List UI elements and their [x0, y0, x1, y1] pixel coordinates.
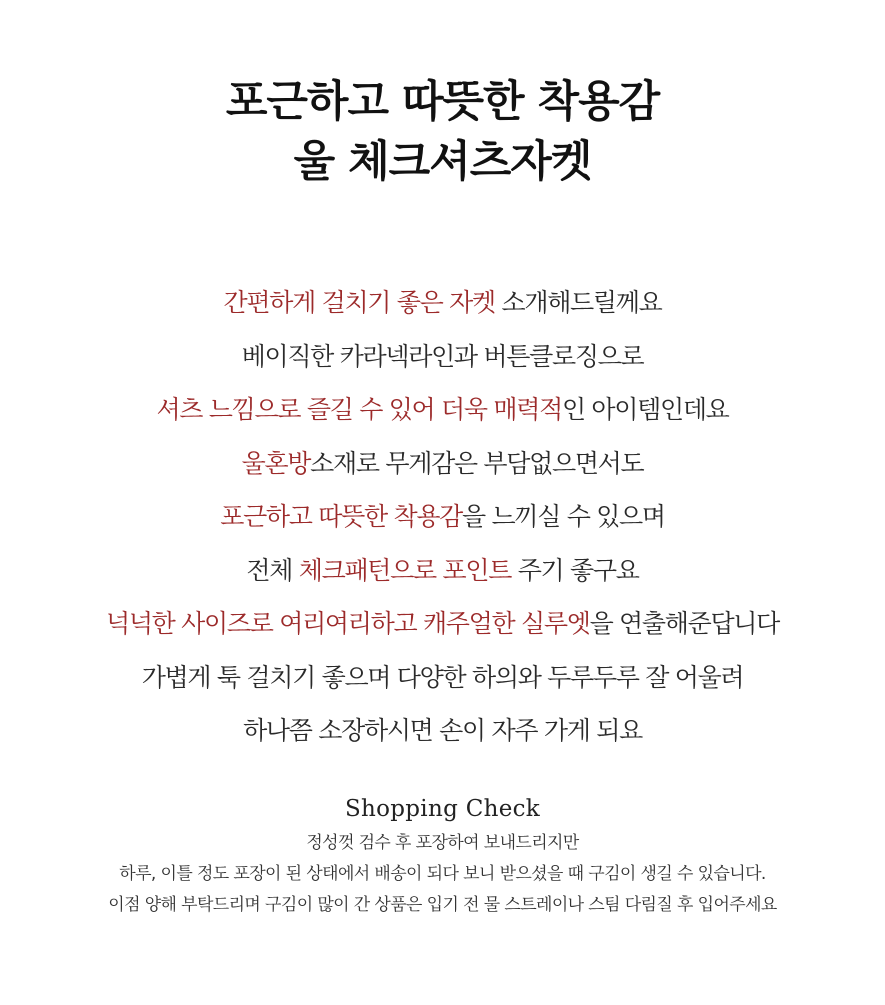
plain-text: 베이직한 카라넥라인과 버튼클로징으로 [241, 341, 644, 371]
plain-text: 주기 좋구요 [511, 555, 639, 585]
plain-text: 을 느끼실 수 있으며 [462, 502, 665, 531]
highlighted-text: 포근하고 따뜻한 착용감 [220, 502, 463, 531]
description-line [0, 597, 885, 651]
highlighted-text: 울혼방 [241, 448, 311, 478]
shopping-check-line: 이점 양해 부탁드리며 구김이 많이 간 상품은 입기 전 물 스트레이나 스팀 다림질 후 입어주세요 [108, 895, 777, 915]
description-line [0, 276, 885, 330]
shopping-check-title: Shopping Check [344, 796, 541, 822]
description-line [0, 651, 885, 705]
description-line [0, 330, 885, 384]
highlighted-text: 간편하게 걸치기 좋은 자켓 [223, 288, 495, 317]
description-line [0, 544, 885, 598]
title-line-2: 울 체크셔츠자켓 [293, 137, 592, 187]
shopping-check-line: 하루, 이틀 정도 포장이 된 상태에서 배송이 되다 보니 받으셨을 때 구김이 생길 수 있습니다. [119, 864, 766, 884]
shopping-check-section [0, 790, 885, 921]
plain-text: 소개해드릴께요 [494, 288, 662, 317]
title-line-1: 포근하고 따뜻한 착용감 [225, 77, 660, 127]
product-description [0, 276, 885, 758]
highlighted-text: 넉넉한 사이즈로 여리여리하고 캐주얼한 실루엣 [105, 609, 590, 638]
plain-text: 가볍게 툭 걸치기 좋으며 다양한 하의와 두루두루 잘 어울려 [141, 662, 744, 692]
description-line [0, 383, 885, 437]
highlighted-text: 체크패턴으로 포인트 [298, 555, 512, 585]
plain-text: 인 아이템인데요 [561, 395, 729, 424]
plain-text: 전체 [246, 555, 299, 585]
description-line [0, 490, 885, 544]
shopping-check-line: 정성껏 검수 후 포장하여 보내드리지만 [306, 833, 579, 853]
description-line [0, 704, 885, 758]
highlighted-text: 셔츠 느낌으로 즐길 수 있어 더욱 매력적 [156, 395, 562, 424]
product-title [0, 72, 885, 192]
plain-text: 하나쯤 소장하시면 손이 자주 가게 되요 [243, 716, 642, 745]
plain-text: 소재로 무게감은 부담없으면서도 [310, 448, 644, 478]
description-line [0, 437, 885, 491]
plain-text: 을 연출해준답니다 [589, 609, 780, 638]
